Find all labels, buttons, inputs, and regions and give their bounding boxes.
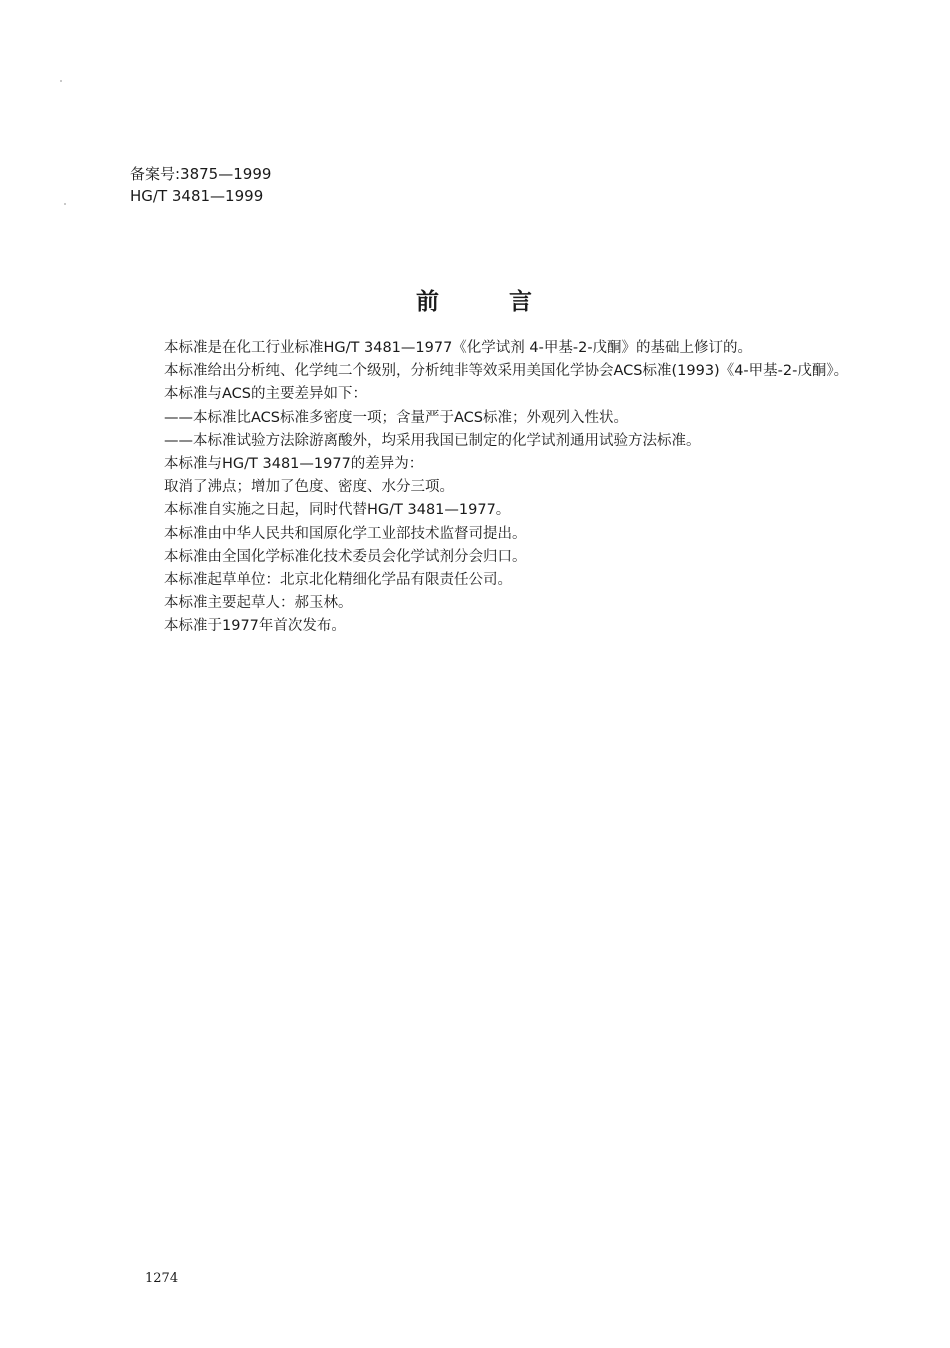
paragraph: 本标准与HG/T 3481—1977的差异为： bbox=[164, 456, 424, 473]
paragraph: ——本标准比ACS标准多密度一项；含量严于ACS标准；外观列入性状。 bbox=[164, 409, 628, 426]
title-char-2: 言 bbox=[509, 289, 534, 315]
paragraph: 本标准于1977年首次发布。 bbox=[164, 618, 346, 635]
paragraph: 本标准由中华人民共和国原化学工业部技术监督司提出。 bbox=[164, 525, 527, 542]
paragraph: ——本标准试验方法除游离酸外，均采用我国已制定的化学试剂通用试验方法标准。 bbox=[164, 432, 701, 449]
paragraph: 本标准自实施之日起，同时代替HG/T 3481—1977。 bbox=[164, 502, 511, 519]
paragraph: 本标准主要起草人：郝玉林。 bbox=[164, 595, 353, 612]
paragraph: 本标准与ACS的主要差异如下： bbox=[164, 386, 367, 403]
scan-speck bbox=[64, 203, 66, 205]
scan-speck bbox=[60, 80, 62, 82]
paragraph: 本标准给出分析纯、化学纯二个级别，分析纯非等效采用美国化学协会ACS标准(1993)《4-甲基-2-戊酮》。 bbox=[164, 363, 849, 380]
page-number: 1274 bbox=[145, 1271, 179, 1286]
page-title bbox=[0, 283, 950, 316]
standard-code: HG/T 3481—1999 bbox=[130, 187, 264, 205]
title-char-1: 前 bbox=[416, 289, 441, 315]
document-header bbox=[130, 163, 271, 207]
paragraph: 本标准由全国化学标准化技术委员会化学试剂分会归口。 bbox=[164, 548, 527, 565]
paragraph: 本标准是在化工行业标准HG/T 3481—1977《化学试剂 4-甲基-2-戊酮》的基础上修订的。 bbox=[164, 340, 753, 356]
record-number: 备案号:3875—1999 bbox=[130, 165, 272, 183]
paragraph: 本标准起草单位：北京北化精细化学品有限责任公司。 bbox=[164, 572, 512, 589]
paragraph: 取消了沸点；增加了色度、密度、水分三项。 bbox=[164, 479, 454, 496]
foreword-body bbox=[130, 337, 855, 639]
